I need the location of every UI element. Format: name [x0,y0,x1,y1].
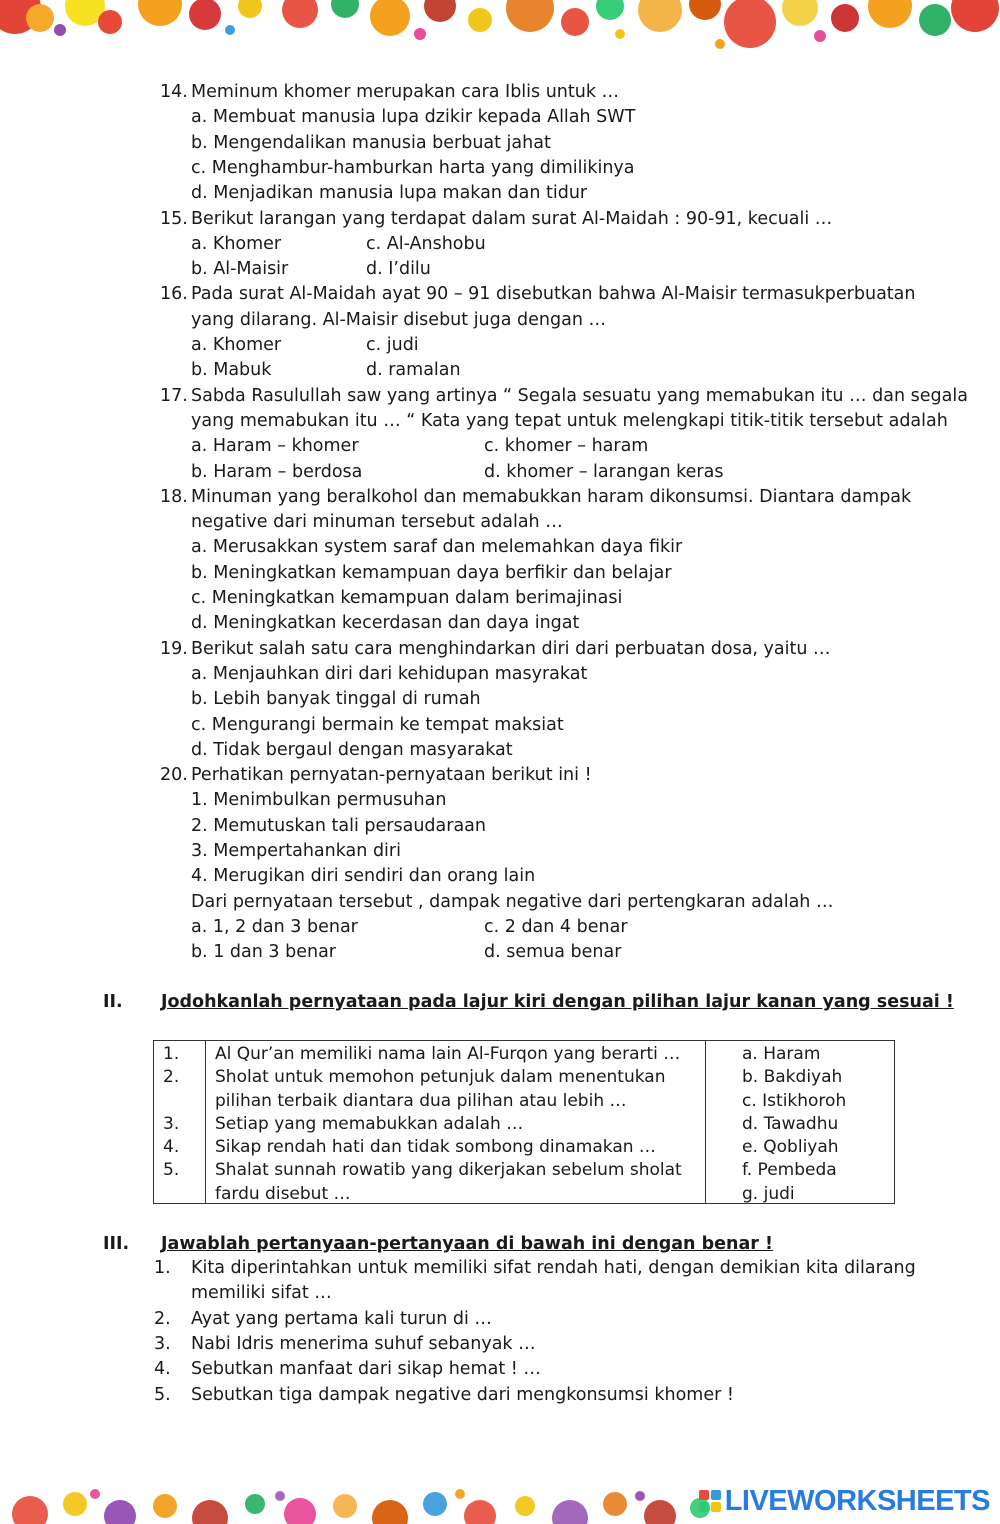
matching-answer: a. Haram [742,1044,821,1064]
question-text: Sabda Rasulullah saw yang artinya “ Segala sesuatu yang memabukan itu … dan segala [191,385,968,406]
section-3-heading [103,1234,773,1254]
matching-number-column [154,1041,206,1203]
question-text: Perhatikan pernyatan-pernyataan berikut ini ! [191,765,592,786]
essay-number: 4. [154,1359,171,1380]
matching-statement: Setiap yang memabukkan adalah … [215,1113,524,1134]
question-number: 18. [160,486,188,507]
matching-number: 3. [163,1113,180,1134]
matching-number: 1. [163,1044,180,1064]
answer-option: a. Haram – khomer [191,436,359,457]
top-floral-border [0,0,1000,64]
matching-number [163,1090,205,1113]
matching-number [163,1183,205,1206]
essay-text: Sebutkan tiga dampak negative dari mengkonsumsi khomer ! [191,1384,734,1405]
question-text: Berikut salah satu cara menghindarkan diri dari perbuatan dosa, yaitu … [191,638,831,659]
question-text: yang dilarang. Al-Maisir disebut juga dengan … [191,309,606,330]
answer-option: d. ramalan [366,360,461,381]
matching-statement-column [206,1041,706,1203]
matching-table [153,1040,895,1204]
statement-item: 4. Merugikan diri sendiri dan orang lain [191,866,536,887]
answer-option: b. Lebih banyak tinggal di rumah [191,689,481,710]
question-number: 15. [160,208,188,229]
matching-statement: Shalat sunnah rowatib yang dikerjakan sebelum sholat [215,1160,682,1181]
matching-number: 2. [163,1067,180,1088]
section-2-numeral: II. [103,992,123,1012]
statement-item: 3. Mempertahankan diri [191,841,401,861]
answer-option: a. Menjauhkan diri dari kehidupan masyrakat [191,663,588,684]
question-number: 16. [160,284,188,305]
matching-answer-column [706,1041,896,1203]
section-3-title: Jawablah pertanyaan-pertanyaan di bawah ini dengan benar ! [161,1234,773,1254]
answer-option: c. judi [366,335,419,355]
matching-statement: Sholat untuk memohon petunjuk dalam menentukan [215,1067,666,1088]
question-text: Meminum khomer merupakan cara Iblis untuk … [191,82,620,102]
statement-item: 1. Menimbulkan permusuhan [191,790,447,811]
answer-option: c. Mengurangi bermain ke tempat maksiat [191,714,564,735]
statement-item: 2. Memutuskan tali persaudaraan [191,815,486,836]
answer-option: c. Meningkatkan kemampuan dalam berimajinasi [191,588,623,608]
answer-option: a. Membuat manusia lupa dzikir kepada Allah SWT [191,107,636,128]
essay-number: 2. [154,1308,171,1329]
essay-text: Kita diperintahkan untuk memiliki sifat rendah hati, dengan demikian kita dilarang [191,1258,916,1278]
matching-number: 5. [163,1160,180,1181]
question-number: 14. [160,82,188,102]
answer-option: d. I’dilu [366,259,431,280]
answer-option: b. Mabuk [191,360,272,381]
essay-text: Sebutkan manfaat dari sikap hemat ! … [191,1359,541,1380]
section-2-title: Jodohkanlah pernyataan pada lajur kiri dengan pilihan lajur kanan yang sesuai ! [161,992,954,1012]
answer-option: c. Menghambur-hamburkan harta yang dimilikinya [191,157,635,178]
question-text: Berikut larangan yang terdapat dalam surat Al-Maidah : 90-91, kecuali … [191,208,833,229]
liveworksheets-logo[interactable] [699,1484,990,1518]
brand-name: LIVEWORKSHEETS [724,1484,990,1517]
bottom-floral-border [0,1454,1000,1524]
essay-number: 5. [154,1384,171,1405]
matching-answer: d. Tawadhu [742,1113,839,1134]
answer-option: a. Merusakkan system saraf dan melemahkan daya fikir [191,537,683,558]
question-number: 19. [160,638,188,659]
answer-option: d. semua benar [484,942,622,963]
matching-answer: g. judi [742,1183,795,1204]
essay-number: 3. [154,1333,171,1354]
essay-number: 1. [154,1258,171,1278]
matching-answer: f. Pembeda [742,1160,837,1181]
matching-statement: Al Qur’an memiliki nama lain Al-Furqon yang berarti … [215,1044,681,1064]
answer-option: b. Al-Maisir [191,259,289,280]
answer-option: d. Meningkatkan kecerdasan dan daya ingat [191,613,580,634]
answer-option: b. 1 dan 3 benar [191,942,336,963]
essay-text: memiliki sifat … [191,1283,332,1304]
essay-text: Nabi Idris menerima suhuf sebanyak … [191,1333,536,1354]
answer-option: d. Menjadikan manusia lupa makan dan tidur [191,183,588,204]
matching-statement: Sikap rendah hati dan tidak sombong dinamakan … [215,1137,656,1158]
answer-option: c. khomer – haram [484,436,649,457]
matching-answer: b. Bakdiyah [742,1067,843,1088]
question-number: 20. [160,765,188,786]
section-3-numeral: III. [103,1234,130,1254]
answer-option: b. Meningkatkan kemampuan daya berfikir dan belajar [191,562,672,583]
matching-statement: pilihan terbaik diantara dua pilihan atau lebih … [215,1090,627,1111]
answer-option: d. khomer – larangan keras [484,461,724,482]
liveworksheets-logo-icon [699,1490,721,1512]
essay-text: Ayat yang pertama kali turun di … [191,1308,492,1329]
question-text: Minuman yang beralkohol dan memabukkan haram dikonsumsi. Diantara dampak [191,486,912,507]
question-text: negative dari minuman tersebut adalah … [191,512,563,533]
question-number: 17. [160,385,188,406]
matching-statement: fardu disebut … [215,1183,351,1204]
section-2-heading [103,992,954,1012]
matching-answer: c. Istikhoroh [742,1090,847,1111]
question-text: Pada surat Al-Maidah ayat 90 – 91 disebutkan bahwa Al-Maisir termasukperbuatan [191,284,916,305]
answer-option: c. Al-Anshobu [366,233,486,254]
answer-option: b. Haram – berdosa [191,461,363,482]
answer-option: c. 2 dan 4 benar [484,916,628,937]
matching-answer: e. Qobliyah [742,1137,839,1158]
answer-option: a. Khomer [191,335,282,355]
answer-option: b. Mengendalikan manusia berbuat jahat [191,132,551,153]
question-text: yang memabukan itu … “ Kata yang tepat untuk melengkapi titik-titik tersebut adalah [191,410,948,431]
answer-option: a. Khomer [191,233,282,254]
answer-option: d. Tidak bergaul dengan masyarakat [191,739,513,760]
answer-option: a. 1, 2 dan 3 benar [191,916,358,937]
question-closing: Dari pernyataan tersebut , dampak negative dari pertengkaran adalah … [191,891,834,912]
matching-number: 4. [163,1137,180,1158]
